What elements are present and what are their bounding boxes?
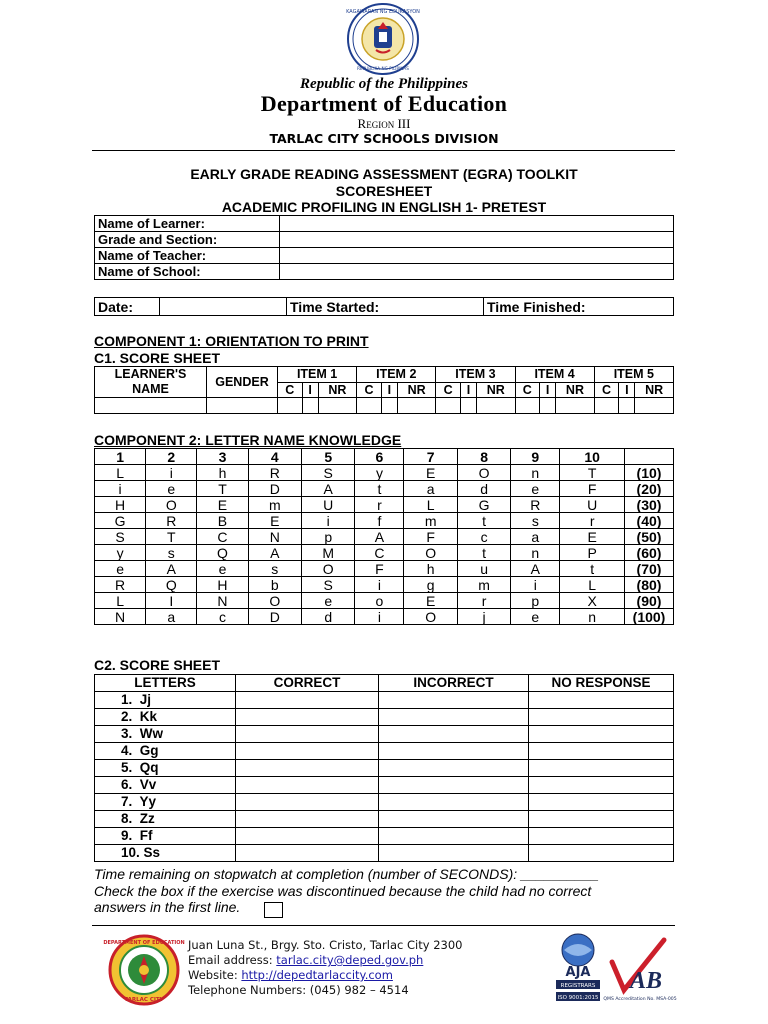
c1-item5-i-entry[interactable]: [619, 398, 635, 414]
c2-correct-entry[interactable]: [236, 794, 379, 811]
letter-col-header: 3: [197, 449, 248, 465]
letter-cell[interactable]: O: [146, 497, 197, 513]
correct-header: CORRECT: [236, 675, 379, 692]
c2-no-response-entry[interactable]: [529, 845, 674, 862]
title-line-2: SCORESHEET: [335, 183, 433, 199]
letter-cell[interactable]: N: [197, 593, 248, 609]
c2-correct-entry[interactable]: [236, 726, 379, 743]
letter-cell[interactable]: t: [457, 513, 510, 529]
letter-cell[interactable]: E: [248, 513, 301, 529]
letter-cell[interactable]: G: [457, 497, 510, 513]
letter-cell[interactable]: A: [146, 561, 197, 577]
row-score-label: (10): [625, 465, 674, 481]
c2-no-response-entry[interactable]: [529, 709, 674, 726]
letter-cell[interactable]: e: [511, 609, 560, 625]
time-started-label: Time Started:: [287, 298, 484, 316]
letter-cell[interactable]: t: [457, 545, 510, 561]
letter-cell[interactable]: n: [511, 465, 560, 481]
c2-no-response-entry[interactable]: [529, 743, 674, 760]
component1-heading: COMPONENT 1: ORIENTATION TO PRINT: [94, 333, 369, 349]
letter-cell[interactable]: m: [404, 513, 457, 529]
c1-item1-nr-entry[interactable]: [318, 398, 356, 414]
letter-col-header: 1: [95, 449, 146, 465]
letter-cell[interactable]: E: [404, 593, 457, 609]
letter-cell[interactable]: U: [302, 497, 355, 513]
footer-website-label: Website:: [188, 968, 242, 982]
header-divider: [92, 150, 675, 151]
letter-row: [95, 465, 674, 481]
letter-cell[interactable]: A: [248, 545, 301, 561]
gender-header: GENDER: [207, 367, 278, 398]
discontinued-note-line2: answers in the first line.: [94, 899, 241, 915]
letter-cell[interactable]: L: [404, 497, 457, 513]
c1-subheader-nr: NR: [556, 382, 594, 398]
footer-phone: Telephone Numbers: (045) 982 – 4514: [188, 983, 409, 997]
svg-text:TARLAC CITY: TARLAC CITY: [124, 997, 164, 1003]
c2-correct-entry[interactable]: [236, 845, 379, 862]
letter-cell[interactable]: A: [511, 561, 560, 577]
letter-cell[interactable]: r: [457, 593, 510, 609]
letter-cell[interactable]: S: [302, 465, 355, 481]
c2-incorrect-entry[interactable]: [379, 811, 529, 828]
row-score-label: (90): [625, 593, 674, 609]
letter-cell[interactable]: r: [355, 497, 404, 513]
time-finished-label: Time Finished:: [484, 298, 674, 316]
letter-row: [95, 593, 674, 609]
c1-item1-c-entry[interactable]: [278, 398, 303, 414]
row-score-label: (80): [625, 577, 674, 593]
letter-cell[interactable]: O: [404, 609, 457, 625]
c2-incorrect-entry[interactable]: [379, 845, 529, 862]
c1-subheader-nr: NR: [397, 382, 435, 398]
svg-text:REPUBLIKA NG PILIPINAS: REPUBLIKA NG PILIPINAS: [357, 66, 409, 71]
c2-correct-entry[interactable]: [236, 811, 379, 828]
orientation-score-table: [94, 366, 674, 414]
c2-score-table: [94, 674, 674, 862]
letter-cell[interactable]: U: [560, 497, 625, 513]
region-text: Region III: [357, 116, 411, 131]
c2-incorrect-entry[interactable]: [379, 828, 529, 845]
c2-letter-cell: 8. Zz: [95, 811, 236, 828]
c1-subheader-c: C: [594, 382, 619, 398]
letter-col-header: 8: [457, 449, 510, 465]
letter-col-header: 6: [355, 449, 404, 465]
letter-cell[interactable]: i: [511, 577, 560, 593]
letter-cell[interactable]: R: [95, 577, 146, 593]
letter-row: [95, 497, 674, 513]
letter-cell[interactable]: s: [146, 545, 197, 561]
teacher-name-field[interactable]: [280, 248, 674, 264]
aja-sub-text: REGISTRARS: [560, 983, 596, 989]
letter-cell[interactable]: T: [146, 529, 197, 545]
letter-cell[interactable]: m: [248, 497, 301, 513]
letter-cell[interactable]: s: [248, 561, 301, 577]
letter-cell[interactable]: c: [457, 529, 510, 545]
row-score-label: (100): [625, 609, 674, 625]
letter-cell[interactable]: G: [95, 513, 146, 529]
letter-cell[interactable]: M: [302, 545, 355, 561]
c1-item5-c-entry[interactable]: [594, 398, 619, 414]
c2-row: [95, 811, 674, 828]
c2-letter-cell: 10. Ss: [95, 845, 236, 862]
letter-cell[interactable]: e: [146, 481, 197, 497]
footer-address: Juan Luna St., Brgy. Sto. Cristo, Tarlac City 2300: [188, 938, 463, 952]
letter-cell[interactable]: i: [355, 577, 404, 593]
c1-subheader-c: C: [278, 382, 303, 398]
letter-cell[interactable]: R: [248, 465, 301, 481]
letter-cell[interactable]: e: [302, 593, 355, 609]
c2-correct-entry[interactable]: [236, 692, 379, 709]
c2-no-response-entry[interactable]: [529, 828, 674, 845]
letter-cell[interactable]: H: [197, 577, 248, 593]
c1-subheader-i: I: [619, 382, 635, 398]
c2-row: [95, 709, 674, 726]
department-text: Department of Education: [260, 91, 508, 116]
c2-letter-cell: 7. Yy: [95, 794, 236, 811]
discontinued-note-line1: Check the box if the exercise was discontinued because the child had no correct: [94, 883, 592, 899]
row-score-label: (70): [625, 561, 674, 577]
c1-item2-i-entry[interactable]: [381, 398, 397, 414]
letter-cell[interactable]: E: [560, 529, 625, 545]
c1-item2-c-entry[interactable]: [357, 398, 382, 414]
c2-incorrect-entry[interactable]: [379, 692, 529, 709]
row-score-label: (20): [625, 481, 674, 497]
letter-cell[interactable]: g: [404, 577, 457, 593]
item3-header: ITEM 3: [436, 367, 515, 383]
c1-subheader-c: C: [357, 382, 382, 398]
c1-item3-i-entry[interactable]: [460, 398, 476, 414]
republic-text: Republic of the Philippines: [300, 76, 468, 92]
c2-row: [95, 777, 674, 794]
letter-row: [95, 513, 674, 529]
letter-cell[interactable]: r: [560, 513, 625, 529]
c2-letter-cell: 3. Ww: [95, 726, 236, 743]
c1-item4-i-entry[interactable]: [540, 398, 556, 414]
letter-cell[interactable]: y: [355, 465, 404, 481]
c2-no-response-entry[interactable]: [529, 760, 674, 777]
letter-cell[interactable]: F: [404, 529, 457, 545]
letter-col-header: 2: [146, 449, 197, 465]
c2-incorrect-entry[interactable]: [379, 794, 529, 811]
letters-header: LETTERS: [95, 675, 236, 692]
svg-text:DEPARTMENT OF EDUCATION: DEPARTMENT OF EDUCATION: [103, 940, 185, 946]
date-time-table: [94, 297, 674, 316]
c1-subheader-c: C: [515, 382, 540, 398]
letter-row: [95, 481, 674, 497]
letter-cell[interactable]: O: [302, 561, 355, 577]
ab-text: AB: [629, 968, 663, 994]
letter-cell[interactable]: e: [95, 561, 146, 577]
learner-name-header: [95, 367, 207, 398]
c2-incorrect-entry[interactable]: [379, 743, 529, 760]
division-logo: [103, 934, 185, 1006]
c2-no-response-entry[interactable]: [529, 811, 674, 828]
c2-incorrect-entry[interactable]: [379, 760, 529, 777]
letter-cell[interactable]: A: [302, 481, 355, 497]
school-name-field[interactable]: [280, 264, 674, 280]
c1-subheader-i: I: [460, 382, 476, 398]
letter-cell[interactable]: P: [560, 545, 625, 561]
title-line-3: ACADEMIC PROFILING IN ENGLISH 1- PRETEST: [221, 199, 547, 215]
letter-cell[interactable]: L: [95, 593, 146, 609]
letter-cell[interactable]: E: [197, 497, 248, 513]
letter-cell[interactable]: e: [197, 561, 248, 577]
item1-header: ITEM 1: [278, 367, 357, 383]
c2-letter-cell: 4. Gg: [95, 743, 236, 760]
letter-col-header: 9: [511, 449, 560, 465]
letter-col-header: 10: [560, 449, 625, 465]
c1-item1-i-entry[interactable]: [302, 398, 318, 414]
letter-cell[interactable]: h: [197, 465, 248, 481]
letter-cell[interactable]: E: [404, 465, 457, 481]
letter-col-header: 7: [404, 449, 457, 465]
c1-item4-nr-entry[interactable]: [556, 398, 594, 414]
c2-row: [95, 743, 674, 760]
footer-email-link[interactable]: tarlac.city@deped.gov.ph: [276, 953, 424, 967]
letter-cell[interactable]: a: [146, 609, 197, 625]
letter-cell[interactable]: t: [355, 481, 404, 497]
c1-learner-name-entry[interactable]: [95, 398, 207, 414]
no-response-header: NO RESPONSE: [529, 675, 674, 692]
learner-name-header-line2: NAME: [132, 382, 169, 396]
c2-incorrect-entry[interactable]: [379, 709, 529, 726]
letter-cell[interactable]: n: [560, 609, 625, 625]
iso-text: ISO 9001:2015: [557, 995, 599, 1001]
grade-section-field[interactable]: [280, 232, 674, 248]
letter-cell[interactable]: O: [248, 593, 301, 609]
item2-header: ITEM 2: [357, 367, 436, 383]
letter-cell[interactable]: y: [95, 545, 146, 561]
letter-row: [95, 609, 674, 625]
letter-cell[interactable]: i: [355, 609, 404, 625]
letter-cell[interactable]: F: [560, 481, 625, 497]
item4-header: ITEM 4: [515, 367, 594, 383]
ab-accreditation-logo: [603, 932, 677, 1006]
letter-cell[interactable]: d: [457, 481, 510, 497]
c1-gender-entry[interactable]: [207, 398, 278, 414]
letter-cell[interactable]: b: [248, 577, 301, 593]
letter-row: [95, 561, 674, 577]
footer-email-line: [188, 953, 518, 968]
letter-row: [95, 545, 674, 561]
c2-no-response-entry[interactable]: [529, 692, 674, 709]
letter-cell[interactable]: t: [560, 561, 625, 577]
c2-header-row: [95, 675, 674, 692]
c1-subheader-i: I: [302, 382, 318, 398]
c2-incorrect-entry[interactable]: [379, 726, 529, 743]
score-col-header: [625, 449, 674, 465]
letter-cell[interactable]: Q: [197, 545, 248, 561]
c2-no-response-entry[interactable]: [529, 726, 674, 743]
letter-cell[interactable]: h: [404, 561, 457, 577]
c2-heading: C2. SCORE SHEET: [94, 657, 221, 673]
division-text: TARLAC CITY SCHOOLS DIVISION: [269, 131, 499, 146]
letter-cell[interactable]: D: [248, 481, 301, 497]
learner-name-header-line1: LEARNER'S: [114, 367, 187, 381]
letter-cell[interactable]: s: [511, 513, 560, 529]
c2-letter-cell: 6. Vv: [95, 777, 236, 794]
letter-cell[interactable]: L: [95, 465, 146, 481]
letter-cell[interactable]: S: [302, 577, 355, 593]
discontinued-checkbox[interactable]: [264, 902, 283, 918]
letter-cell[interactable]: p: [511, 593, 560, 609]
letter-cell[interactable]: X: [560, 593, 625, 609]
c2-row: [95, 692, 674, 709]
c2-incorrect-entry[interactable]: [379, 777, 529, 794]
c1-subheader-nr: NR: [635, 382, 674, 398]
letter-cell[interactable]: o: [355, 593, 404, 609]
c2-correct-entry[interactable]: [236, 777, 379, 794]
c1-item2-nr-entry[interactable]: [397, 398, 435, 414]
school-name-label: Name of School:: [95, 264, 280, 280]
letter-cell[interactable]: N: [95, 609, 146, 625]
c2-no-response-entry[interactable]: [529, 777, 674, 794]
footer-website-link[interactable]: http://depedtarlaccity.com: [241, 968, 393, 982]
letter-cell[interactable]: T: [197, 481, 248, 497]
c1-subheader-i: I: [540, 382, 556, 398]
letter-cell[interactable]: D: [248, 609, 301, 625]
c2-letter-cell: 5. Qq: [95, 760, 236, 777]
letter-cell[interactable]: B: [197, 513, 248, 529]
item5-header: ITEM 5: [594, 367, 673, 383]
letter-row: [95, 577, 674, 593]
letter-cell[interactable]: F: [355, 561, 404, 577]
c2-row: [95, 828, 674, 845]
footer-divider: [92, 925, 675, 926]
letter-cell[interactable]: e: [511, 481, 560, 497]
letter-cell[interactable]: I: [146, 593, 197, 609]
grade-section-label: Grade and Section:: [95, 232, 280, 248]
letter-name-header-row: [95, 449, 674, 465]
teacher-name-label: Name of Teacher:: [95, 248, 280, 264]
letter-cell[interactable]: j: [457, 609, 510, 625]
footer-email-label: Email address:: [188, 953, 277, 967]
letter-name-table: [94, 448, 674, 625]
letter-cell[interactable]: c: [197, 609, 248, 625]
c2-no-response-entry[interactable]: [529, 794, 674, 811]
c1-entry-row: [95, 398, 674, 414]
letter-cell[interactable]: O: [457, 465, 510, 481]
letter-cell[interactable]: H: [95, 497, 146, 513]
letter-cell[interactable]: u: [457, 561, 510, 577]
row-score-label: (40): [625, 513, 674, 529]
footer-website-line: [188, 968, 518, 983]
letter-cell[interactable]: n: [511, 545, 560, 561]
letter-cell[interactable]: i: [95, 481, 146, 497]
letter-cell[interactable]: O: [404, 545, 457, 561]
letter-cell[interactable]: d: [302, 609, 355, 625]
c1-subheader-nr: NR: [318, 382, 356, 398]
letter-cell[interactable]: A: [355, 529, 404, 545]
learner-name-field[interactable]: [280, 216, 674, 232]
letter-cell[interactable]: R: [511, 497, 560, 513]
letter-cell[interactable]: T: [560, 465, 625, 481]
c2-correct-entry[interactable]: [236, 828, 379, 845]
aja-certification-logo: [554, 932, 602, 1006]
letter-cell[interactable]: Q: [146, 577, 197, 593]
letter-cell[interactable]: i: [146, 465, 197, 481]
c1-item5-nr-entry[interactable]: [635, 398, 674, 414]
row-score-label: (50): [625, 529, 674, 545]
letter-cell[interactable]: m: [457, 577, 510, 593]
letter-cell[interactable]: a: [511, 529, 560, 545]
ab-sub-text: QMS Accreditation No. MSA-005: [603, 997, 677, 1002]
c2-row: [95, 760, 674, 777]
footer-contact: [188, 938, 518, 998]
c2-correct-entry[interactable]: [236, 709, 379, 726]
c2-row: [95, 845, 674, 862]
learner-name-label: Name of Learner:: [95, 216, 280, 232]
letter-cell[interactable]: f: [355, 513, 404, 529]
c2-letter-cell: 1. Jj: [95, 692, 236, 709]
letter-cell[interactable]: i: [302, 513, 355, 529]
c2-letter-cell: 9. Ff: [95, 828, 236, 845]
incorrect-header: INCORRECT: [379, 675, 529, 692]
letter-cell[interactable]: C: [355, 545, 404, 561]
letter-cell[interactable]: a: [404, 481, 457, 497]
c1-subheader-i: I: [381, 382, 397, 398]
c2-row: [95, 794, 674, 811]
aja-text: AJA: [565, 965, 591, 980]
date-field[interactable]: [160, 298, 287, 316]
c1-subheader-c: C: [436, 382, 461, 398]
c2-row: [95, 726, 674, 743]
c2-letter-cell: 2. Kk: [95, 709, 236, 726]
component2-heading: COMPONENT 2: LETTER NAME KNOWLEDGE: [94, 432, 402, 448]
learner-info-table: [94, 215, 674, 280]
c1-item3-c-entry[interactable]: [436, 398, 461, 414]
row-score-label: (30): [625, 497, 674, 513]
letter-col-header: 5: [302, 449, 355, 465]
letter-cell[interactable]: p: [302, 529, 355, 545]
letter-row: [95, 529, 674, 545]
letter-col-header: 4: [248, 449, 301, 465]
time-remaining-note: Time remaining on stopwatch at completion (number of SECONDS): __________: [94, 866, 599, 882]
letter-cell[interactable]: C: [197, 529, 248, 545]
svg-text:KAGAWARAN NG EDUKASYON: KAGAWARAN NG EDUKASYON: [346, 9, 420, 15]
row-score-label: (60): [625, 545, 674, 561]
component1-subheading: C1. SCORE SHEET: [94, 350, 221, 366]
letter-cell[interactable]: R: [146, 513, 197, 529]
deped-seal: [346, 2, 420, 76]
date-label: Date:: [95, 298, 160, 316]
c1-item4-c-entry[interactable]: [515, 398, 540, 414]
c1-subheader-nr: NR: [477, 382, 515, 398]
letter-cell[interactable]: N: [248, 529, 301, 545]
letter-cell[interactable]: L: [560, 577, 625, 593]
c2-correct-entry[interactable]: [236, 743, 379, 760]
title-line-1: EARLY GRADE READING ASSESSMENT (EGRA) TOOLKIT: [190, 166, 578, 182]
letter-cell[interactable]: S: [95, 529, 146, 545]
c2-correct-entry[interactable]: [236, 760, 379, 777]
c1-item3-nr-entry[interactable]: [477, 398, 515, 414]
